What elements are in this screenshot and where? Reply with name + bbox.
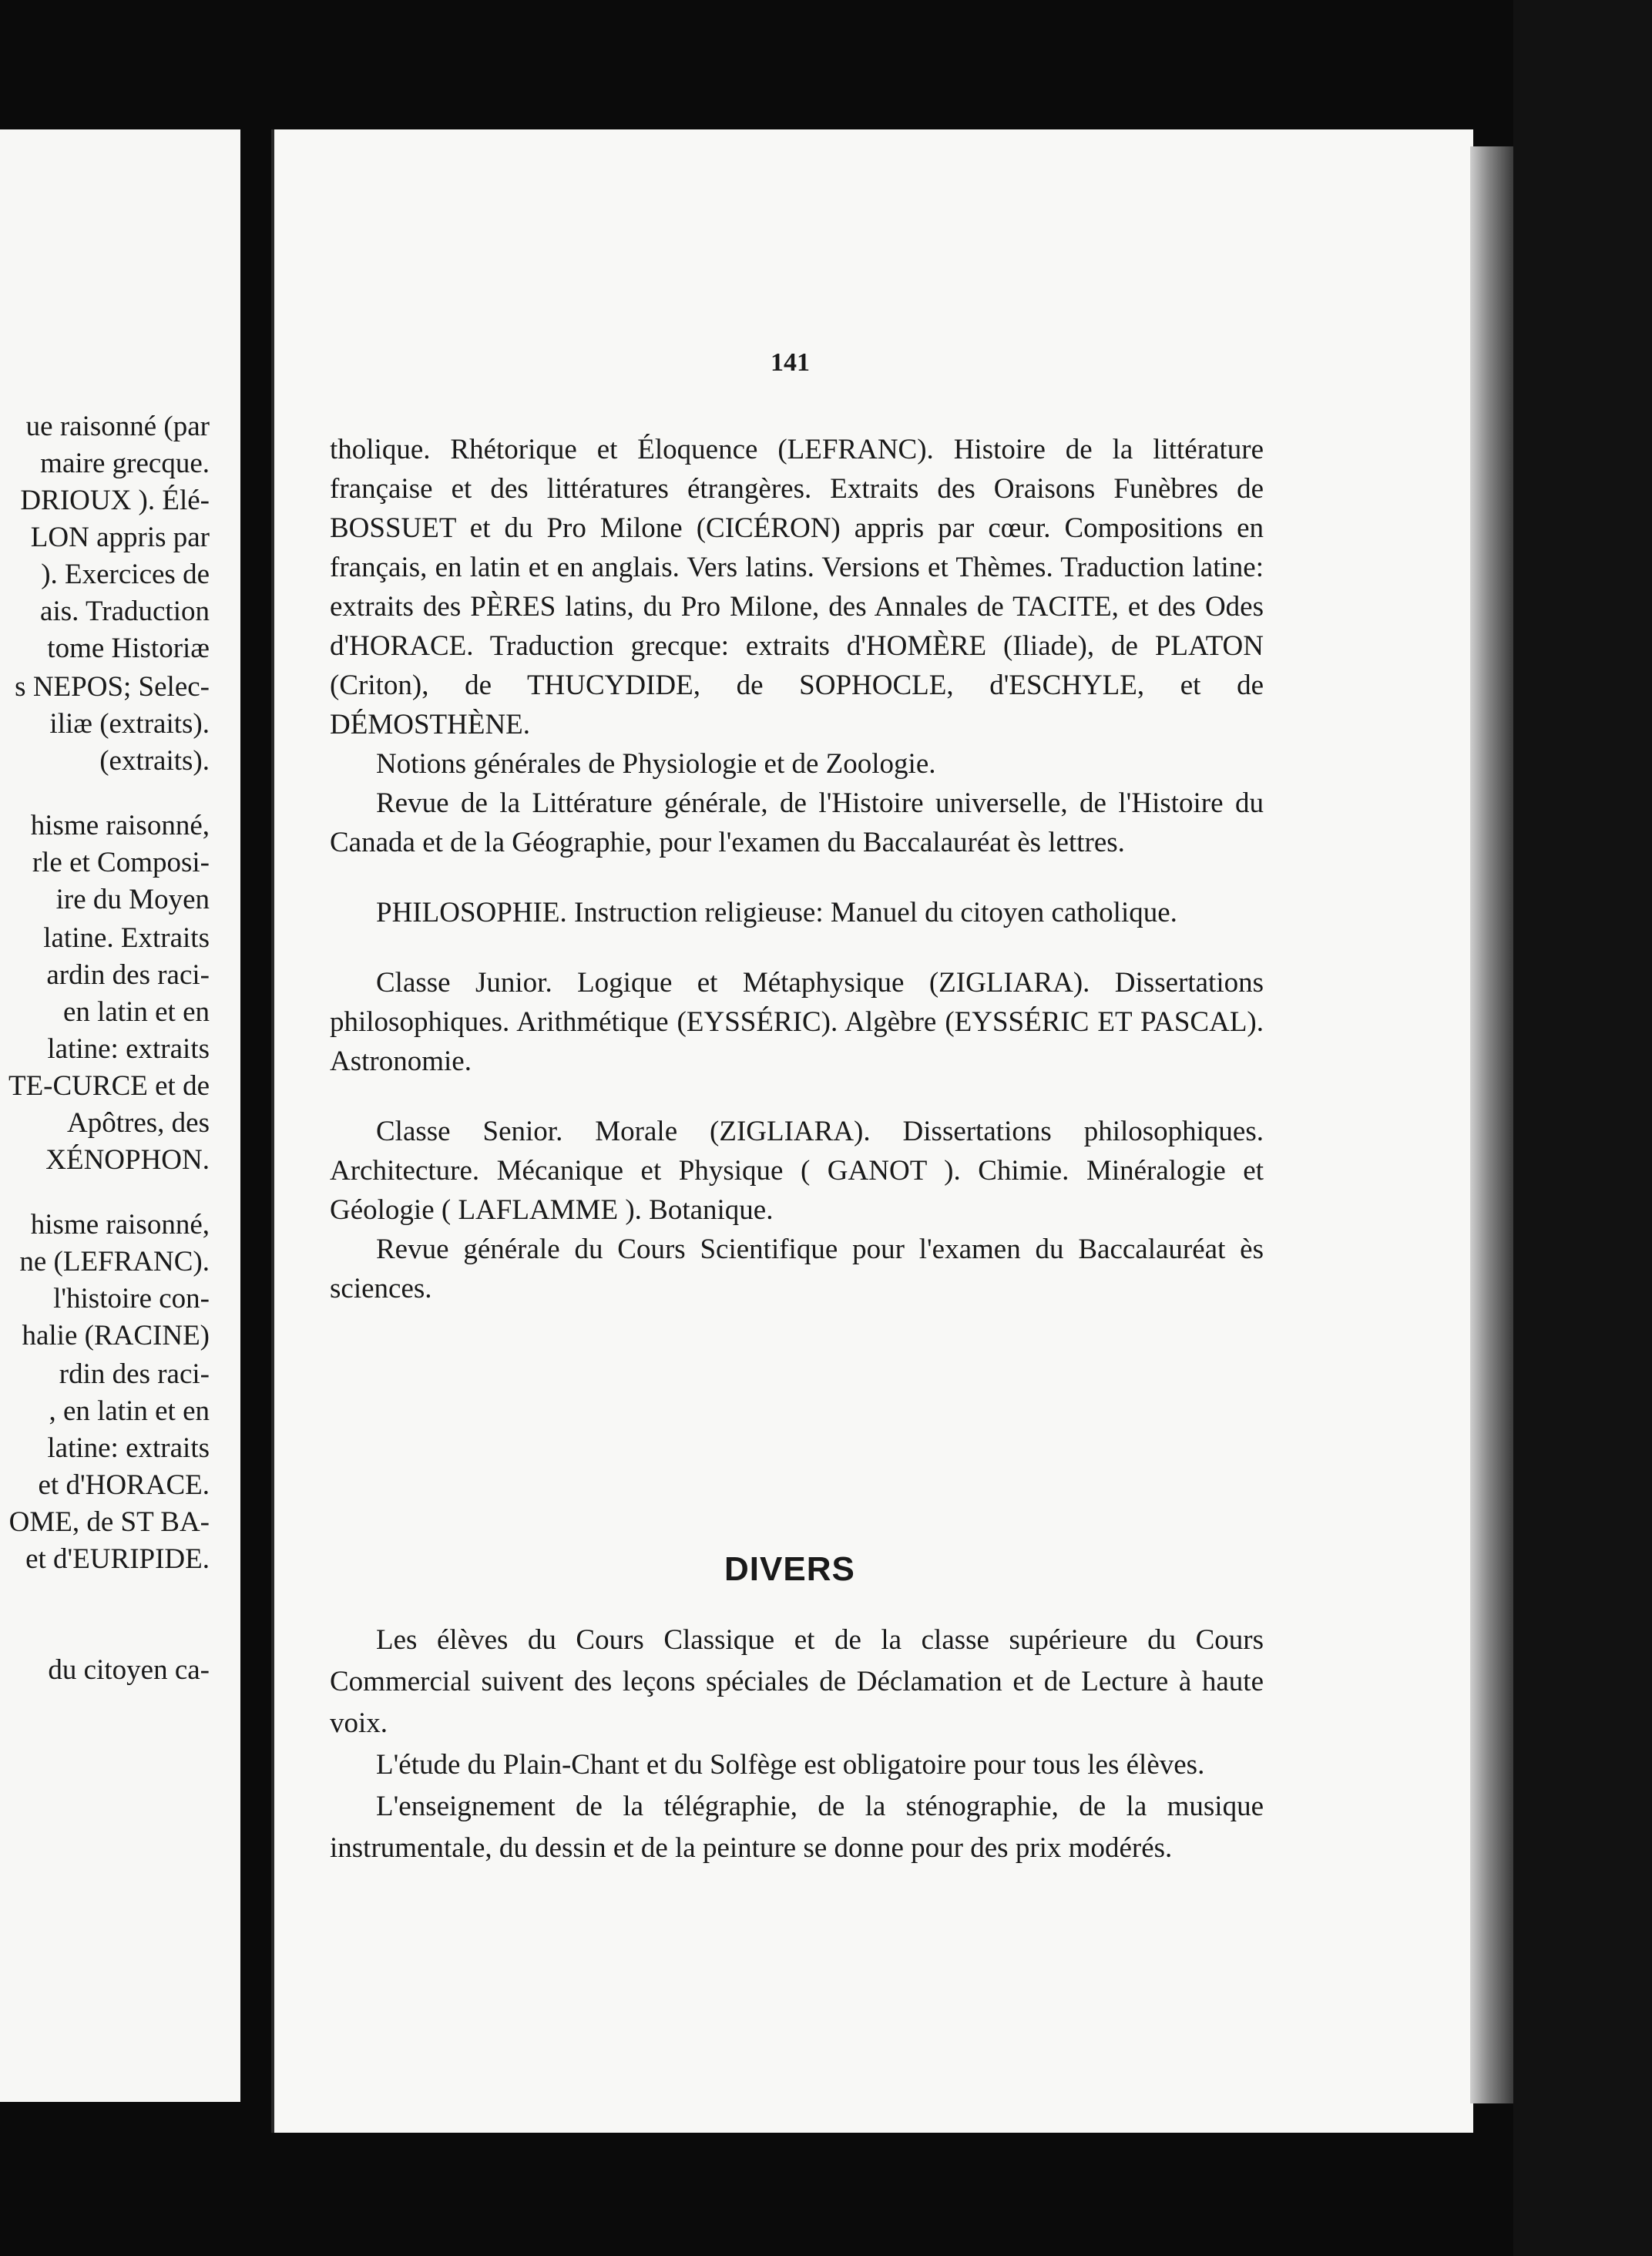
left-page-line: et d'HORACE.	[38, 1469, 210, 1501]
left-page-line: latine. Extraits	[43, 922, 210, 954]
left-page-line: latine: extraits	[47, 1432, 210, 1464]
left-page-line: tome Historiæ	[47, 633, 210, 664]
paragraph-rhetorique: tholique. Rhétorique et Éloquence (LEFRANC). Histoire de la littérature française et des littératures étrangères. Extraits des Oraisons Funèbres de BOSSUET et du Pro Milone (CICÉRON) appris par cœur. Compositions en français, en latin et en anglais. Vers latins. Versions et Thèmes. Traduction latine: extraits des PÈRES latins, du Pro Milone, des Annales de TACITE, et des Odes d'HORACE. Traduction grecque: extraits d'HOMÈRE (Iliade), de PLATON (Criton), de THUCYDIDE, de SOPHOCLE, d'ESCHYLE, et de DÉMOSTHÈNE.	[330, 434, 1264, 740]
paragraph-revue-lettres: Revue de la Littérature générale, de l'Histoire universelle, de l'Histoire du Canada et de la Géographie, pour l'examen du Baccalauréat ès lettres.	[330, 787, 1264, 858]
left-page-line: TE-CURCE et de	[8, 1070, 210, 1102]
left-page-line: rdin des raci-	[59, 1358, 210, 1390]
book-gutter	[240, 116, 271, 2134]
paragraph-declamation: Les élèves du Cours Classique et de la classe supérieure du Cours Commercial suivent des leçons spéciales de Déclamation et de Lecture à haute voix.	[330, 1624, 1264, 1739]
left-page-line: et d'EURIPIDE.	[25, 1543, 210, 1575]
paragraph-notions: Notions générales de Physiologie et de Zoologie.	[376, 748, 936, 780]
divers-text	[330, 1620, 1264, 1869]
left-page-line: iliæ (extraits).	[49, 708, 210, 740]
main-text	[330, 430, 1264, 1308]
left-page-line: OME, de ST BA-	[8, 1506, 210, 1538]
paragraph-revue-sciences: Revue générale du Cours Scientifique pour l'examen du Baccalauréat ès sciences.	[330, 1234, 1264, 1304]
page-number: 141	[771, 348, 810, 377]
paragraph-philosophie: PHILOSOPHIE. Instruction religieuse: Manuel du citoyen catholique.	[376, 897, 1177, 928]
left-page-line: (extraits).	[99, 745, 210, 777]
left-page-line: rle et Composi-	[32, 847, 210, 878]
paragraph-classe-junior: Classe Junior. Logique et Métaphysique (ZIGLIARA). Dissertations philosophiques. Arithmétique (EYSSÉRIC). Algèbre (EYSSÉRIC ET PASCAL). Astronomie.	[330, 967, 1264, 1077]
left-page-line: ue raisonné (par	[25, 411, 210, 442]
left-page-line: XÉNOPHON.	[45, 1144, 210, 1176]
left-page-line: ardin des raci-	[46, 959, 210, 991]
page-edge	[1470, 146, 1513, 2103]
left-page-line: ne (LEFRANC).	[19, 1246, 210, 1277]
left-page-line: en latin et en	[62, 996, 210, 1028]
left-page-line: s NEPOS; Selec-	[15, 671, 210, 703]
left-page-fragment	[0, 129, 240, 2102]
left-page-line: halie (RACINE)	[22, 1320, 210, 1351]
paragraph-enseignement: L'enseignement de la télégraphie, de la sténographie, de la musique instrumentale, du dessin et de la peinture se donne pour des prix modérés.	[330, 1791, 1264, 1864]
left-page-line: hisme raisonné,	[30, 1209, 210, 1240]
left-page-line: maire grecque.	[40, 448, 210, 479]
left-page-line: du citoyen ca-	[48, 1654, 210, 1686]
left-page-line: ). Exercices de	[41, 559, 210, 590]
left-page-line: latine: extraits	[47, 1033, 210, 1065]
left-page-line: , en latin et en	[49, 1395, 210, 1427]
left-page-line: ire du Moyen	[55, 884, 210, 915]
section-heading-divers: DIVERS	[724, 1550, 855, 1588]
scan-background	[1513, 0, 1652, 2256]
paragraph-plain-chant: L'étude du Plain-Chant et du Solfège est obligatoire pour tous les élèves.	[376, 1749, 1205, 1781]
left-page-line: DRIOUX ). Élé-	[20, 485, 210, 516]
paragraph-classe-senior: Classe Senior. Morale (ZIGLIARA). Dissertations philosophiques. Architecture. Mécanique et Physique ( GANOT ). Chimie. Minéralogie et Géologie ( LAFLAMME ). Botanique.	[330, 1116, 1264, 1226]
left-page-line: Apôtres, des	[67, 1107, 210, 1139]
left-page-line: hisme raisonné,	[30, 810, 210, 841]
left-page-line: l'histoire con-	[53, 1283, 210, 1314]
left-page-line: ais. Traduction	[40, 596, 210, 627]
left-page-line: LON appris par	[30, 522, 210, 553]
